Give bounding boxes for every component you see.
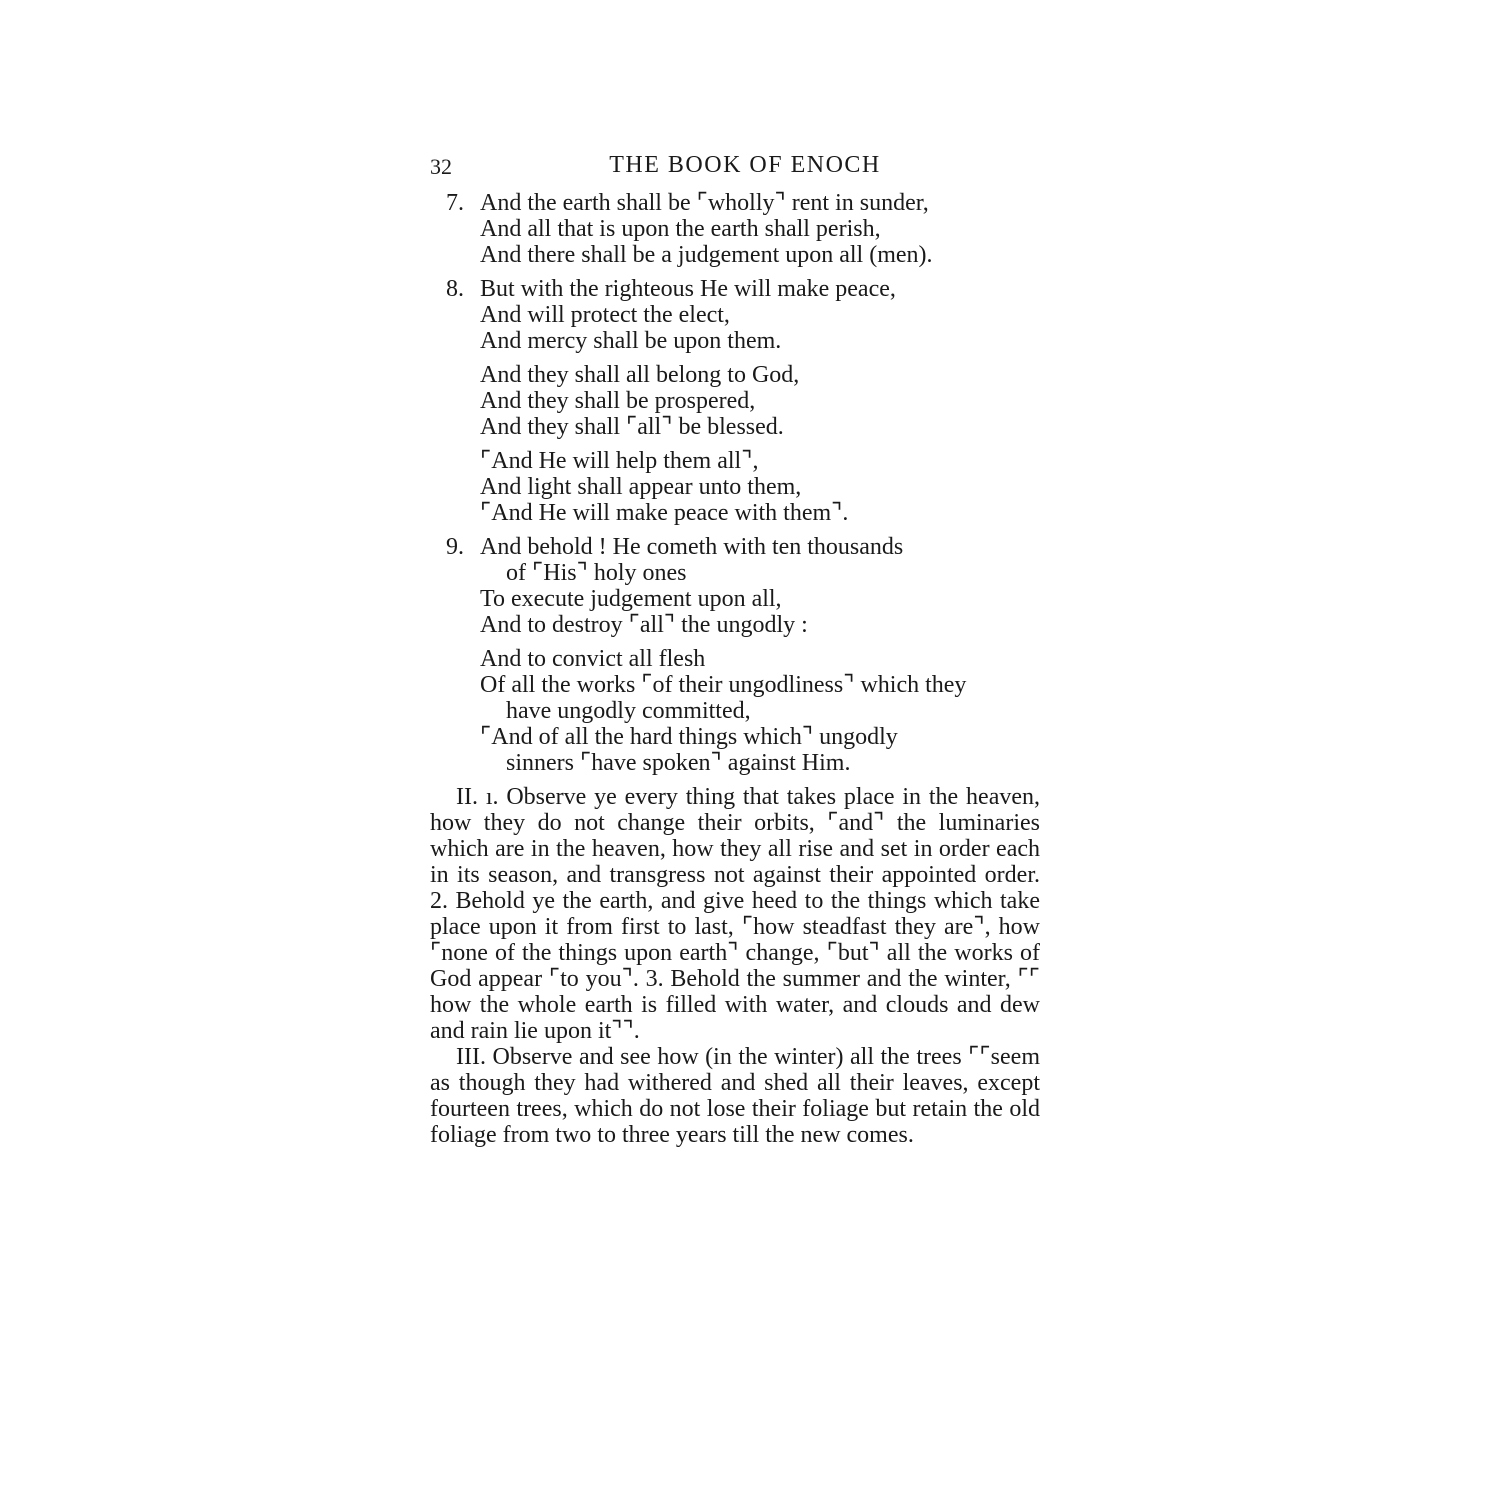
verse-line: And they shall all belong to God, — [480, 362, 800, 388]
verse-line: ⌜And He will help them all⌝, — [480, 448, 759, 474]
verse-line: And they shall be prospered, — [480, 388, 756, 414]
verse-8 — [430, 276, 1040, 354]
verse-line: sinners ⌜have spoken⌝ against Him. — [506, 750, 851, 776]
verse-8-stanza-3 — [430, 448, 1040, 526]
book-page — [430, 150, 1040, 1148]
verse-line: ⌜And of all the hard things which⌝ ungodly — [480, 724, 898, 750]
verse-line: Of all the works ⌜of their ungodliness⌝ which they — [480, 672, 967, 698]
verse-line: And light shall appear unto them, — [480, 474, 802, 500]
verse-8-stanza-2 — [430, 362, 1040, 440]
verse-number: 9. — [446, 534, 464, 560]
page-header — [430, 150, 1040, 190]
verse-number: 8. — [446, 276, 464, 302]
verse-9-stanza-2 — [430, 646, 1040, 776]
verse-line: And the earth shall be ⌜wholly⌝ rent in sunder, — [480, 190, 929, 216]
running-title: THE BOOK OF ENOCH — [609, 152, 881, 178]
chapter-3-paragraph — [430, 1044, 1040, 1148]
verse-line: ⌜And He will make peace with them⌝. — [480, 500, 849, 526]
chapter-2-text: II. ı. Observe ye every thing that takes place in the heaven, how they do not change their orbits, ⌜and⌝ the luminaries which are in the heaven, how they all rise and set in order each in its season, and transgress not against their appointed order. 2. Behold ye the earth, and give heed to the things which take place upon it from first to last, ⌜how steadfast they are⌝, how ⌜none of the things upon earth⌝ change, ⌜but⌝ all the works of God appear ⌜to you⌝. 3. Behold the summer and the winter, ⌜⌜ how the whole earth is filled with water, and clouds and dew and rain lie upon it⌝⌝. — [430, 784, 1040, 1044]
verse-line: And will protect the elect, — [480, 302, 730, 328]
verse-line: And there shall be a judgement upon all (men). — [480, 242, 933, 268]
verse-line: have ungodly committed, — [506, 698, 751, 724]
verse-line: And to destroy ⌜all⌝ the ungodly : — [480, 612, 808, 638]
verse-line: And to convict all flesh — [480, 646, 706, 672]
verse-line: And all that is upon the earth shall perish, — [480, 216, 881, 242]
verse-line: And they shall ⌜all⌝ be blessed. — [480, 414, 784, 440]
verse-9 — [430, 534, 1040, 638]
chapter-2-paragraph — [430, 784, 1040, 1044]
verse-line: And behold ! He cometh with ten thousands — [480, 534, 904, 560]
verse-7 — [430, 190, 1040, 268]
page-number: 32 — [430, 154, 452, 179]
verse-line: But with the righteous He will make peace, — [480, 276, 896, 302]
verse-line: And mercy shall be upon them. — [480, 328, 782, 354]
verse-line: To execute judgement upon all, — [480, 586, 782, 612]
verse-line: of ⌜His⌝ holy ones — [506, 560, 687, 586]
verse-number: 7. — [446, 190, 464, 216]
chapter-3-text: III. Observe and see how (in the winter) all the trees ⌜⌜seem as though they had withered and shed all their leaves, except fourteen trees, which do not lose their foliage but retain the old foliage from two to three years till the new comes. — [430, 1044, 1040, 1148]
